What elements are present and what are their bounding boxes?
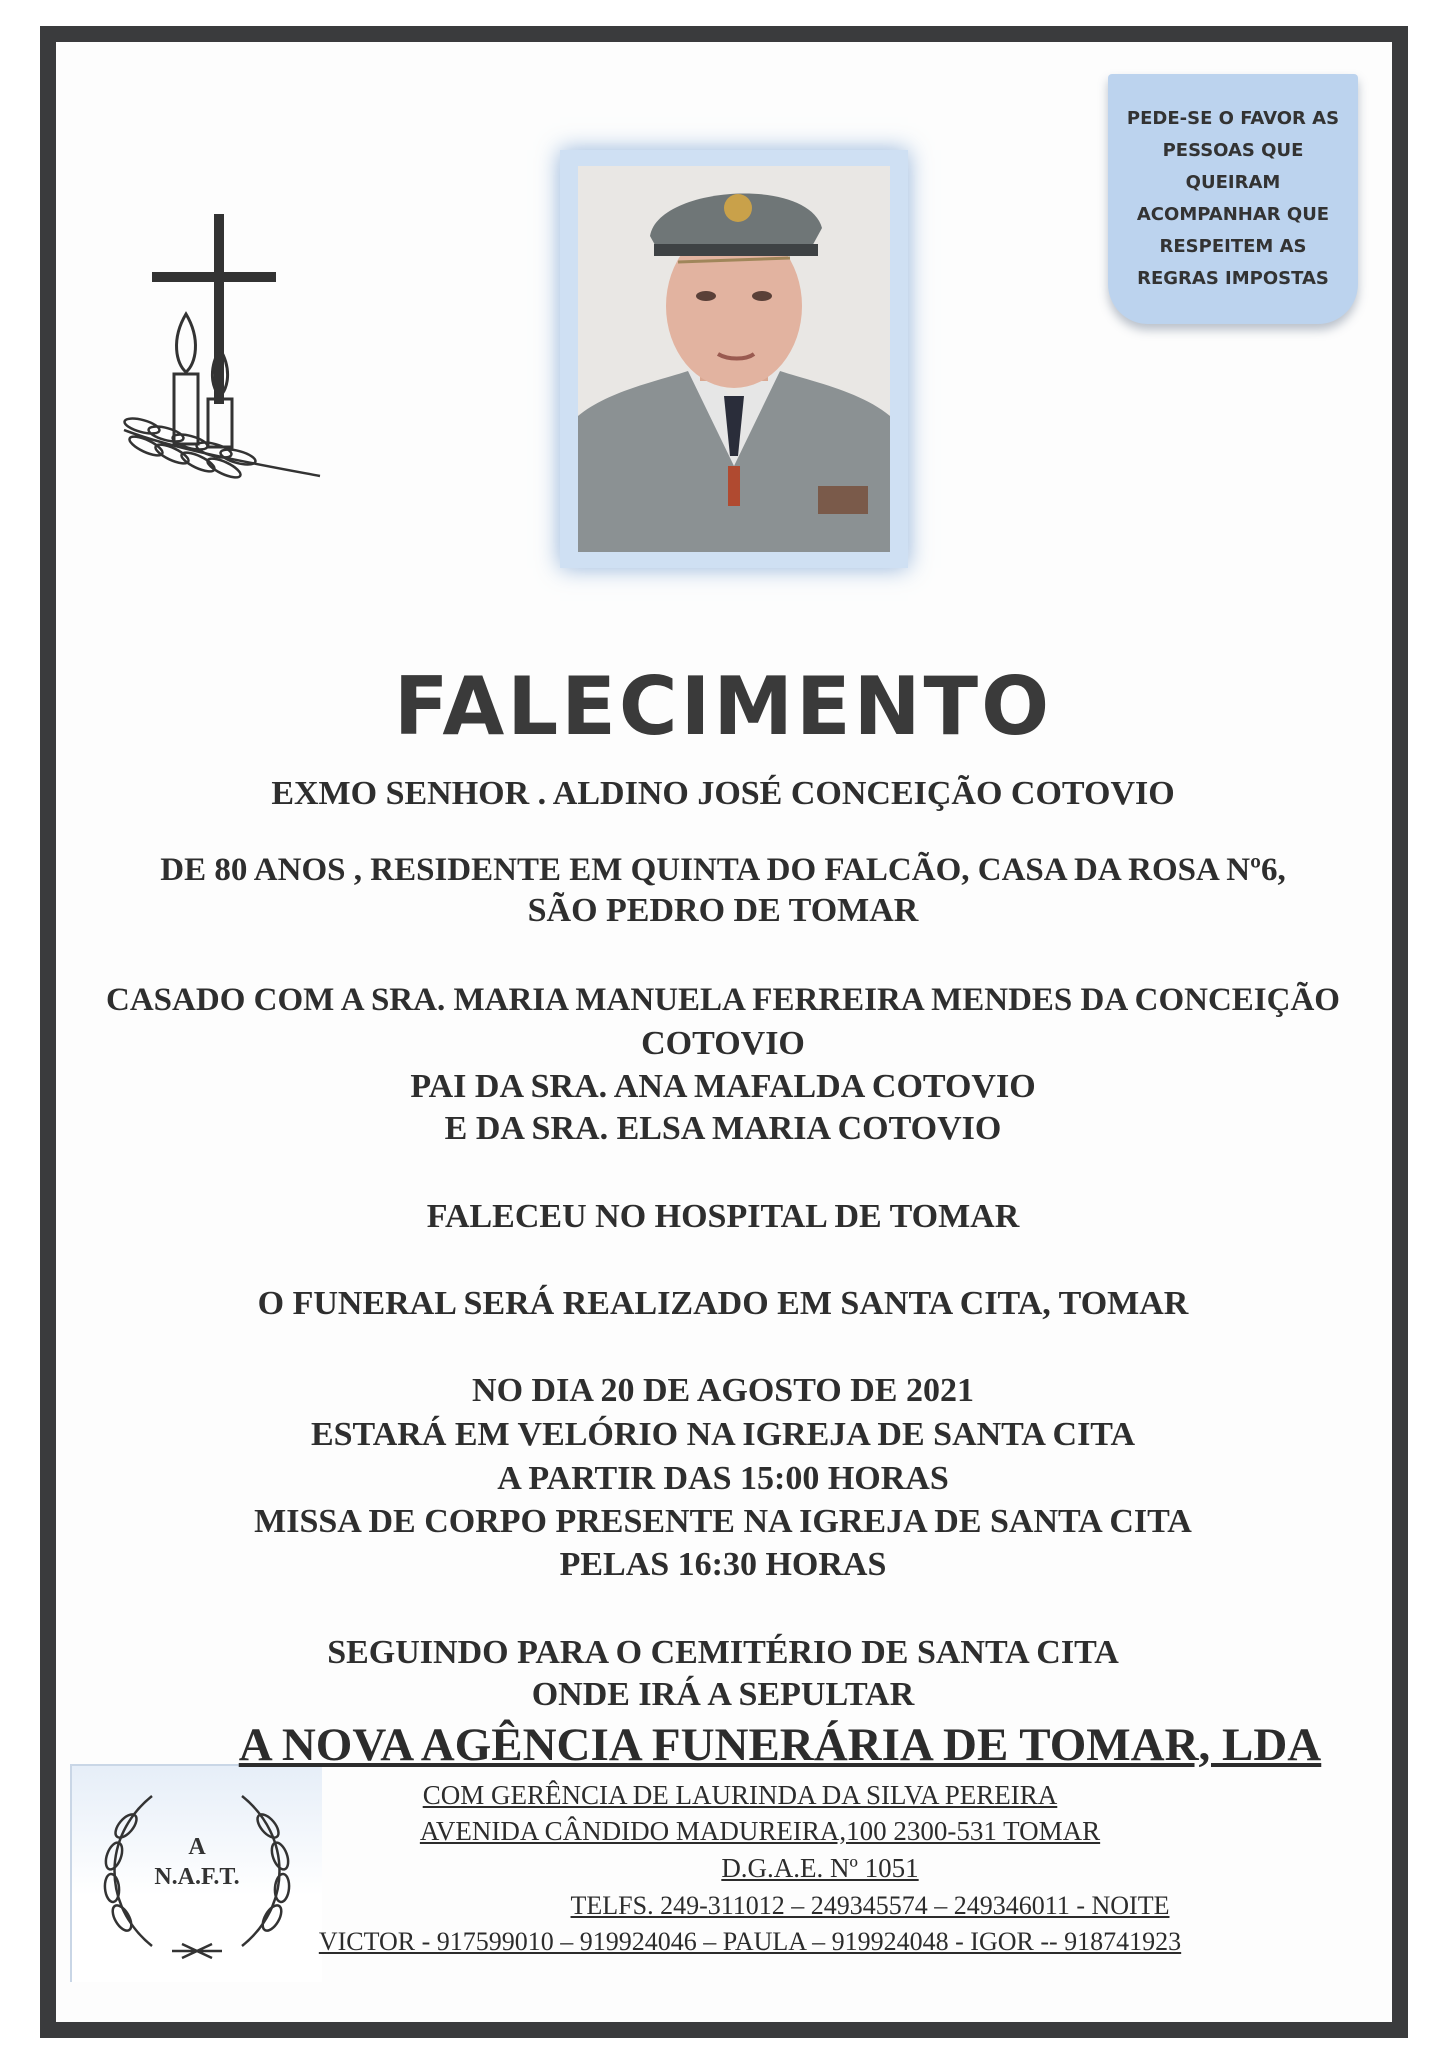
cemetery-line: SEGUINDO PARA O CEMITÉRIO DE SANTA CITA bbox=[327, 1634, 1119, 1671]
wake-location: ESTARÁ EM VELÓRIO NA IGREJA DE SANTA CITA bbox=[310, 1416, 1136, 1453]
notice-line: PEDE-SE O FAVOR AS bbox=[1126, 108, 1340, 129]
death-place: FALECEU NO HOSPITAL DE TOMAR bbox=[426, 1198, 1020, 1235]
agency-dgae: D.G.A.E. Nº 1051 bbox=[721, 1853, 919, 1883]
notice-line: QUEIRAM bbox=[1185, 172, 1281, 193]
agency-name: A NOVA AGÊNCIA FUNERÁRIA DE TOMAR, LDA bbox=[238, 1719, 1322, 1771]
agency-night-phones: VICTOR - 917599010 – 919924046 – PAULA – 919924048 - IGOR -- 918741923 bbox=[318, 1927, 1182, 1956]
page-title: FALECIMENTO bbox=[393, 660, 1053, 753]
child-line: E DA SRA. ELSA MARIA COTOVIO bbox=[444, 1110, 1002, 1147]
spouse-line: COTOVIO bbox=[641, 1025, 805, 1062]
age-residence-line: DE 80 ANOS , RESIDENTE EM QUINTA DO FALCÃO, CASA DA ROSA Nº6, bbox=[160, 852, 1286, 888]
agency-address: AVENIDA CÂNDIDO MADUREIRA,100 2300-531 TOMAR bbox=[419, 1816, 1101, 1846]
funeral-place: O FUNERAL SERÁ REALIZADO EM SANTA CITA, TOMAR bbox=[257, 1285, 1189, 1322]
mass-location: MISSA DE CORPO PRESENTE NA IGREJA DE SANTA CITA bbox=[254, 1503, 1192, 1540]
deceased-name: EXMO SENHOR . ALDINO JOSÉ CONCEIÇÃO COTOVIO bbox=[271, 775, 1175, 812]
cross-candles-emblem-icon bbox=[116, 214, 326, 484]
mass-time: PELAS 16:30 HORAS bbox=[559, 1546, 887, 1583]
agency-manager: COM GERÊNCIA DE LAURINDA DA SILVA PEREIRA bbox=[422, 1780, 1058, 1810]
logo-line: N.A.F.T. bbox=[154, 1864, 240, 1890]
spouse-line: CASADO COM A SRA. MARIA MANUELA FERREIRA MENDES DA CONCEIÇÃO bbox=[106, 982, 1340, 1018]
notice-line: RESPEITEM AS bbox=[1159, 236, 1307, 257]
age-residence-line: SÃO PEDRO DE TOMAR bbox=[527, 892, 919, 929]
notice-line: ACOMPANHAR QUE bbox=[1136, 204, 1330, 225]
wake-time: A PARTIR DAS 15:00 HORAS bbox=[497, 1460, 949, 1497]
notice-line: PESSOAS QUE bbox=[1162, 140, 1304, 161]
portrait-photo bbox=[578, 166, 890, 552]
logo-line: A bbox=[188, 1834, 206, 1860]
notice-line: REGRAS IMPOSTAS bbox=[1137, 268, 1329, 289]
child-line: PAI DA SRA. ANA MAFALDA COTOVIO bbox=[410, 1068, 1036, 1105]
portrait-frame bbox=[560, 150, 908, 568]
notice-box bbox=[1108, 74, 1358, 324]
cemetery-line: ONDE IRÁ A SEPULTAR bbox=[531, 1676, 915, 1713]
funeral-date: NO DIA 20 DE AGOSTO DE 2021 bbox=[472, 1372, 974, 1409]
agency-phones: TELFS. 249-311012 – 249345574 – 249346011 - NOITE bbox=[570, 1891, 1170, 1920]
